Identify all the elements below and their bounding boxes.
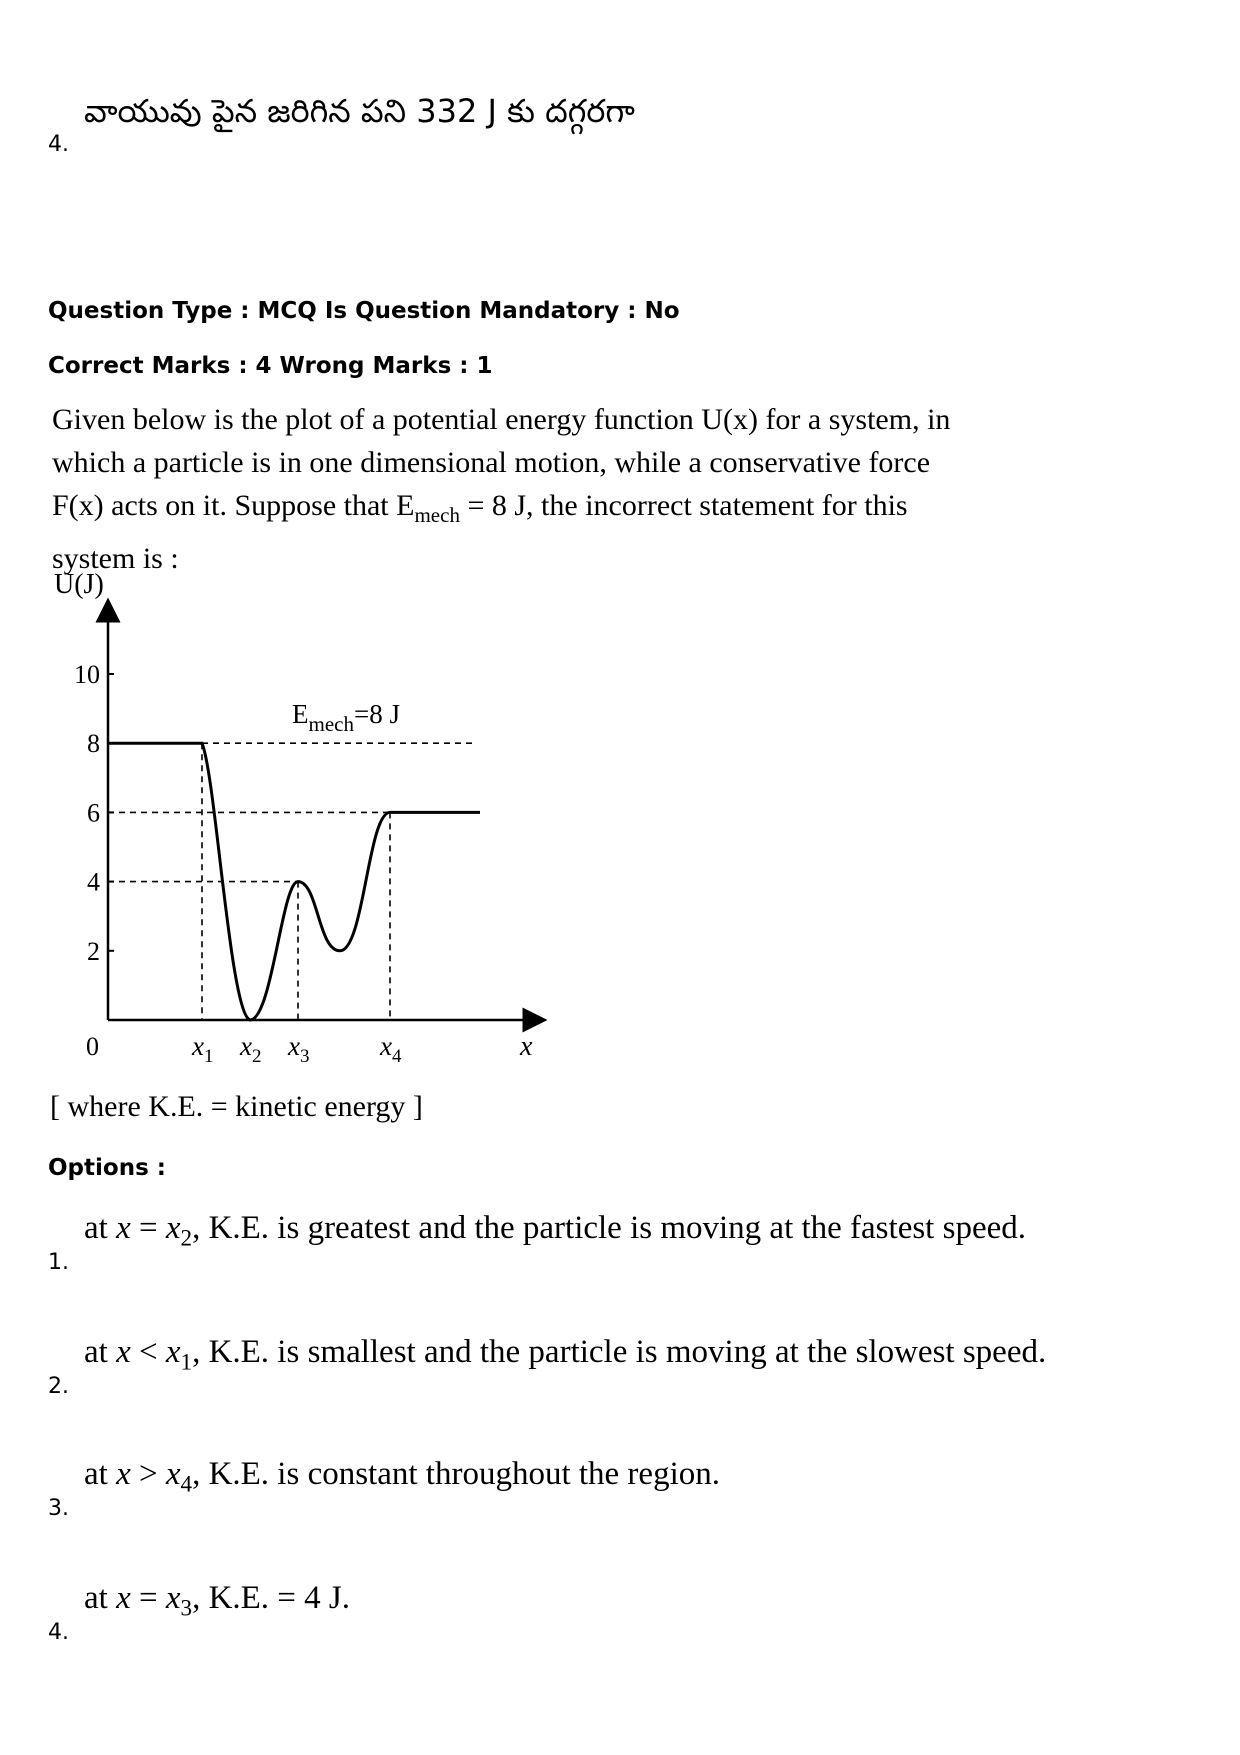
option-var: x: [116, 1580, 131, 1616]
question-text: [52, 398, 952, 580]
option-4[interactable]: [84, 1580, 350, 1622]
question-type-line: Question Type : MCQ Is Question Mandatory : No: [48, 298, 680, 324]
emech-annotation: $E_{mech}=8$ J: [292, 699, 400, 737]
prev-option-text: వాయువు పైన జరిగిన పని 332 J కు దగ్గరగా: [84, 92, 635, 130]
option-3[interactable]: [84, 1456, 720, 1498]
question-text-part1: Given below is the plot of a potential energy function U(x) for a system, in which a particle is in one dimensional motion, while a conservative force F(x) acts on it. Suppose that E: [52, 403, 951, 522]
option-2[interactable]: [84, 1334, 1046, 1376]
option-sub: 3: [180, 1594, 193, 1621]
option-post: , K.E. is greatest and the particle is moving at the fastest speed.: [192, 1210, 1026, 1246]
option-sub-var: x: [165, 1580, 181, 1616]
option-pre: at: [84, 1210, 117, 1246]
option-number: 3.: [48, 1496, 69, 1521]
option-1[interactable]: [84, 1210, 1026, 1252]
question-text-sub: mech: [414, 503, 460, 527]
origin-label: 0: [86, 1032, 99, 1061]
x-tick-label-2: $x_2$: [240, 1031, 262, 1067]
option-pre: at: [84, 1580, 117, 1616]
options-label: Options :: [48, 1155, 166, 1181]
x-tick-label-3: $x_3$: [288, 1031, 310, 1067]
y-tick-label: 10: [74, 660, 100, 689]
y-tick-label: 4: [87, 867, 100, 897]
option-post: , K.E. = 4 J.: [192, 1580, 351, 1616]
option-rel: =: [130, 1580, 166, 1616]
option-var: x: [116, 1456, 131, 1492]
option-rel: <: [130, 1334, 166, 1370]
x-axis-label: x: [520, 1031, 533, 1062]
option-number: 2.: [48, 1374, 69, 1399]
y-tick-label: 2: [87, 936, 100, 966]
y-tick-label: 6: [87, 798, 100, 828]
potential-energy-chart: [40, 555, 560, 1075]
option-post: , K.E. is smallest and the particle is moving at the slowest speed.: [192, 1334, 1047, 1370]
option-post: , K.E. is constant throughout the region.: [192, 1456, 720, 1492]
option-rel: >: [130, 1456, 166, 1492]
option-sub-var: x: [165, 1210, 181, 1246]
prev-option-number: 4.: [48, 132, 69, 157]
option-sub-var: x: [165, 1456, 181, 1492]
x-tick-label-4: $x_4$: [380, 1031, 402, 1067]
option-sub: 1: [180, 1348, 193, 1375]
option-var: x: [116, 1334, 131, 1370]
marks-line: Correct Marks : 4 Wrong Marks : 1: [48, 353, 493, 379]
kinetic-energy-note: [ where K.E. = kinetic energy ]: [50, 1090, 423, 1123]
option-sub: 2: [180, 1224, 193, 1251]
option-number: 4.: [48, 1620, 69, 1645]
option-pre: at: [84, 1456, 117, 1492]
question-text-part2: = 8 J, the incorrect statement for this system is :: [52, 489, 908, 575]
option-number: 1.: [48, 1250, 69, 1275]
option-rel: =: [130, 1210, 166, 1246]
y-axis-label: U(J): [54, 569, 104, 600]
y-tick-label: 8: [87, 729, 100, 759]
option-sub: 4: [180, 1470, 193, 1497]
x-tick-label-1: $x_1$: [192, 1031, 214, 1067]
option-sub-var: x: [165, 1334, 181, 1370]
option-var: x: [116, 1210, 131, 1246]
option-pre: at: [84, 1334, 117, 1370]
